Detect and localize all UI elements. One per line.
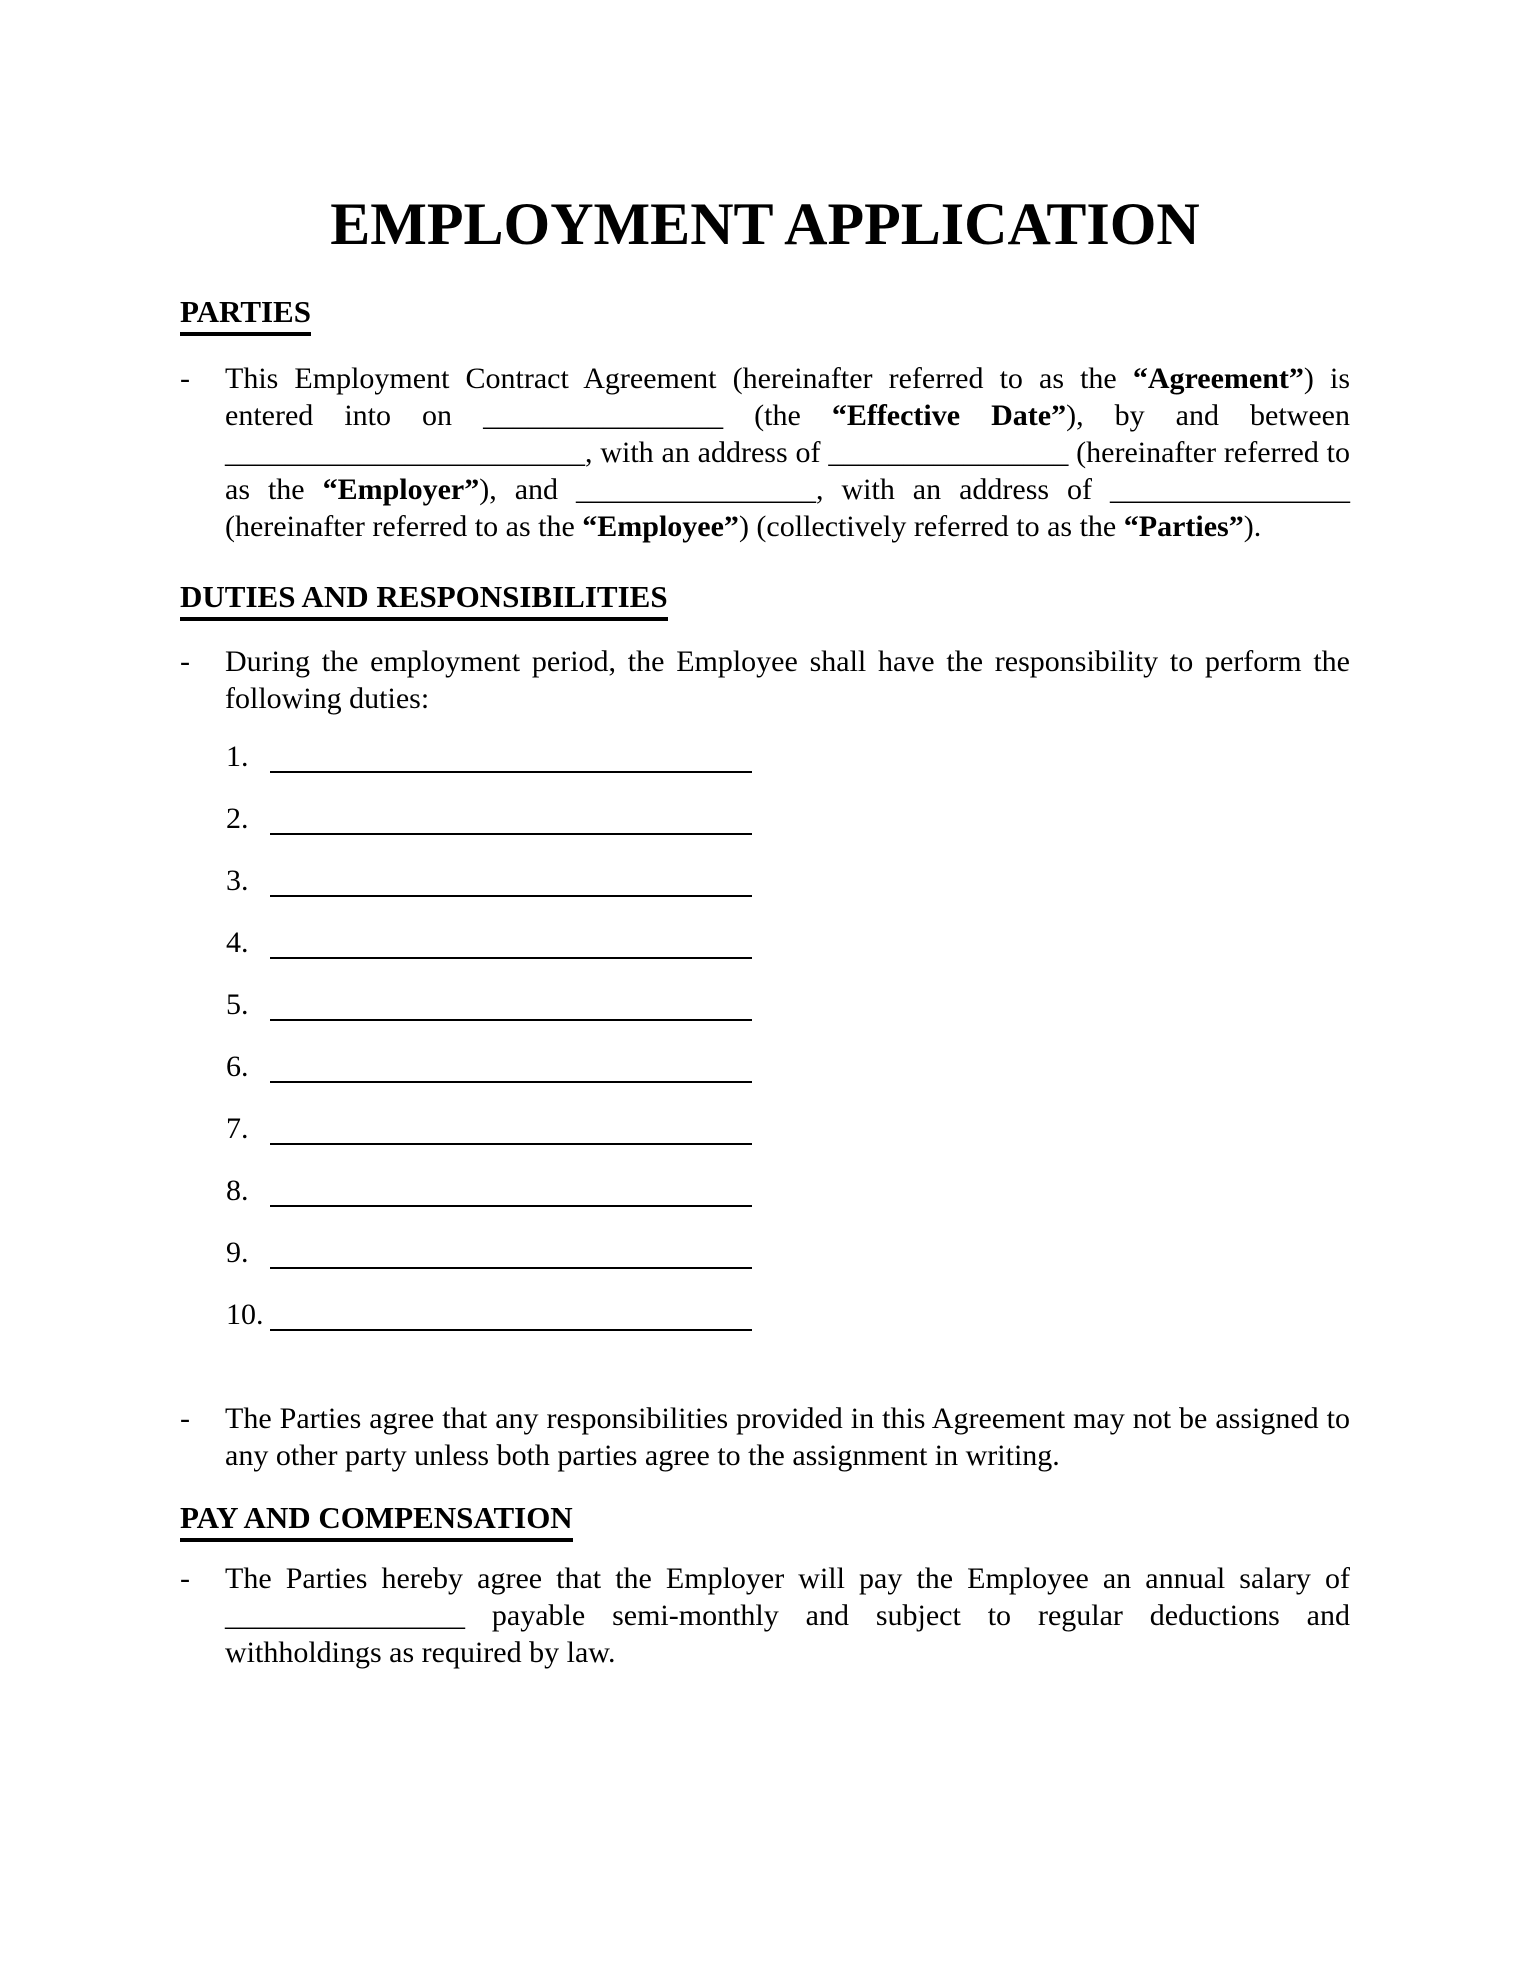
section-heading-pay: PAY AND COMPENSATION: [180, 1500, 573, 1542]
duty-item-3: [226, 862, 1350, 899]
assignment-paragraph-text: The Parties agree that any responsibilities provided in this Agreement may not be assigned to any other party unless both parties agree to the assignment in writing.: [225, 1402, 1350, 1472]
paragraph-segment: This Employment Contract Agreement (hereinafter referred to as the: [225, 362, 1133, 395]
duty-item-6: [226, 1048, 1350, 1085]
defined-term: “Employer”: [322, 473, 480, 506]
bullet-dash: -: [180, 645, 190, 678]
bullet-dash: -: [180, 1562, 190, 1595]
pay-paragraph-text: The Parties hereby agree that the Employer will pay the Employee an annual salary of ________________ payable semi-monthly and subject to regular deductions and withholdings as required by law.: [225, 1562, 1350, 1669]
document-title: EMPLOYMENT APPLICATION: [330, 191, 1200, 257]
section-heading-parties: PARTIES: [180, 294, 311, 336]
duty-blank-line: [270, 986, 752, 1021]
duty-number: 4.: [226, 926, 249, 959]
duty-item-9: [226, 1234, 1350, 1271]
duty-blank-line: [270, 1048, 752, 1083]
bullet-dash: -: [180, 362, 190, 395]
duty-item-1: [226, 738, 1350, 775]
duty-blank-line: [270, 738, 752, 773]
duties-list: [226, 738, 1350, 1333]
parties-heading-row: [180, 294, 1350, 336]
defined-term: “Effective Date”: [831, 399, 1067, 432]
duty-item-8: [226, 1172, 1350, 1209]
pay-heading-row: [180, 1500, 1350, 1542]
duty-blank-line: [270, 924, 752, 959]
spacer: [180, 1358, 1350, 1400]
duties-heading-row: [180, 579, 1350, 621]
paragraph-segment: ).: [1243, 510, 1262, 543]
duty-blank-line: [270, 1110, 752, 1145]
duty-blank-line: [270, 862, 752, 897]
duty-number: 7.: [226, 1112, 249, 1145]
duty-item-5: [226, 986, 1350, 1023]
duty-item-2: [226, 800, 1350, 837]
duty-number: 10.: [226, 1298, 264, 1331]
section-heading-duties: DUTIES AND RESPONSIBILITIES: [180, 579, 668, 621]
paragraph-segment: ) is entered into on ________________ (the: [225, 362, 1350, 432]
duty-number: 1.: [226, 740, 249, 773]
defined-term: “Parties”: [1123, 510, 1244, 543]
duty-number: 6.: [226, 1050, 249, 1083]
defined-term: “Agreement”: [1132, 362, 1304, 395]
duty-number: 8.: [226, 1174, 249, 1207]
duty-number: 3.: [226, 864, 249, 897]
duty-number: 9.: [226, 1236, 249, 1269]
duty-item-4: [226, 924, 1350, 961]
bullet-dash: -: [180, 1402, 190, 1435]
parties-paragraph-text: [225, 360, 1350, 545]
paragraph-segment: ) (collectively referred to as the: [738, 510, 1124, 543]
paragraph-segment: ), by and between ________________________, with an address of ________________ (hereinafter referred to as the: [225, 399, 1350, 506]
duties-intro-paragraph: [180, 643, 1350, 717]
parties-paragraph: [180, 360, 1350, 545]
duty-blank-line: [270, 1296, 752, 1331]
duty-number: 5.: [226, 988, 249, 1021]
pay-paragraph: [180, 1560, 1350, 1671]
duty-blank-line: [270, 1234, 752, 1269]
paragraph-segment: ), and ________________, with an address of ________________ (hereinafter referred to as the: [225, 473, 1350, 543]
duty-blank-line: [270, 800, 752, 835]
duty-item-7: [226, 1110, 1350, 1147]
defined-term: “Employee”: [582, 510, 739, 543]
duty-number: 2.: [226, 802, 249, 835]
duties-intro-text: During the employment period, the Employee shall have the responsibility to perform the following duties:: [225, 645, 1350, 715]
assignment-paragraph: [180, 1400, 1350, 1474]
duty-item-10: [226, 1296, 1350, 1333]
duty-blank-line: [270, 1172, 752, 1207]
